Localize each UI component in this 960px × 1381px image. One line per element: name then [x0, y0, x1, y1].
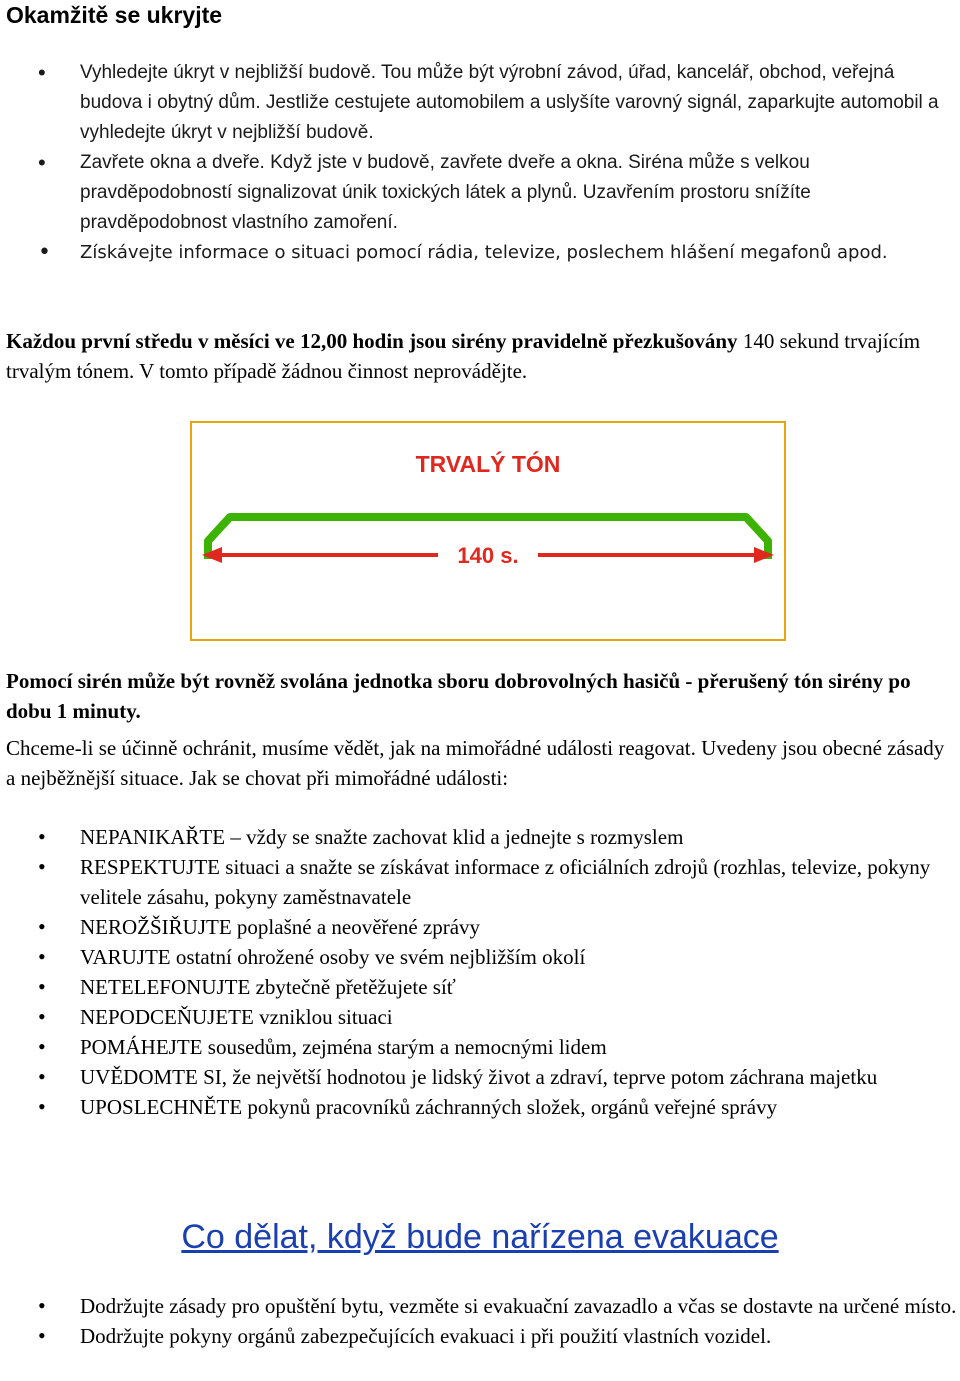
general-principles-paragraph: Chceme-li se účinně ochránit, musíme vědět, jak na mimořádné události reagovat. Uvedeny jsou obecné zásady a nejběžnější situace. Jak se chovat při mimořádné události:: [6, 736, 945, 790]
rule-keyword: RESPEKTUJTE: [80, 855, 221, 879]
list-item: • Získávejte informace o situaci pomocí rádia, televize, poslechem hlášení megafonů apod.: [0, 238, 960, 268]
list-item: [0, 1032, 960, 1062]
rule-keyword: NEROŽŠIŘUJTE: [80, 915, 232, 939]
siren-test-rest: 140 sekund trvajícím trvalým tónem. V tomto případě žádnou činnost neprovádějte.: [6, 329, 921, 383]
rule-text: zbytečně přetěžujete síť: [250, 975, 456, 999]
rule-text: pokynů pracovníků záchranných složek, orgánů veřejné správy: [242, 1095, 778, 1119]
rule-keyword: UVĚDOMTE SI,: [80, 1065, 227, 1089]
rule-text: situaci a snažte se získávat informace z oficiálních zdrojů (rozhlas, televize, pokyny velitele zásahu, pokyny zaměstnavatele: [80, 855, 931, 909]
list-item: [0, 822, 960, 852]
list-item: • Vyhledejte úkryt v nejbližší budově. Tou může být výrobní závod, úřad, kancelář, obchod, veřejná budova i obytný dům. Jestliže cestujete automobilem a uslyšíte varovný signál, zaparkujte automobil a vyhledejte úkryt v nejbližší budově.: [0, 58, 960, 148]
heading-take-shelter: Okamžitě se ukryjte: [6, 2, 223, 28]
list-item: • Dodržujte pokyny orgánů zabezpečujících evakuaci i při použití vlastních vozidel.: [0, 1321, 960, 1351]
rule-keyword: NEPANIKAŘTE: [80, 825, 226, 849]
rule-keyword: NEPODCEŇUJETE: [80, 1005, 254, 1029]
rule-text: ostatní ohrožené osoby ve svém nejbližším okolí: [170, 945, 586, 969]
rule-text: že největší hodnotou je lidský život a zdraví, teprve potom záchrana majetku: [227, 1065, 878, 1089]
emergency-behavior-list: [0, 822, 960, 1122]
list-item: [0, 972, 960, 1002]
rule-keyword: VARUJTE: [80, 945, 171, 969]
rule-text: poplašné a neověřené zprávy: [231, 915, 481, 939]
list-item: • Zavřete okna a dveře. Když jste v budově, zavřete dveře a okna. Siréna může s velkou pravděpodobností signalizovat únik toxických látek a plynů. Uzavřením prostoru snížíte pravděpodobnost vlastního zamoření.: [0, 148, 960, 238]
list-item: [0, 852, 960, 912]
shelter-instructions-list: [0, 58, 960, 268]
tone-diagram-svg: [190, 421, 786, 641]
duration-label: 140 s.: [457, 543, 519, 568]
rule-text: sousedům, zejména starým a nemocnými lidem: [202, 1035, 607, 1059]
rule-keyword: UPOSLECHNĚTE: [80, 1095, 243, 1119]
siren-test-paragraph: [6, 326, 946, 386]
list-item: [0, 912, 960, 942]
list-item: [0, 1002, 960, 1032]
list-item: [0, 1062, 960, 1092]
heading-evacuation: Co dělat, když bude nařízena evakuace: [181, 1218, 779, 1256]
volunteer-firefighters-paragraph: Pomocí sirén může být rovněž svolána jednotka sboru dobrovolných hasičů - přerušený tón sirény po dobu 1 minuty.: [6, 669, 911, 723]
rule-keyword: NETELEFONUJTE: [80, 975, 251, 999]
rule-text: vzniklou situaci: [253, 1005, 393, 1029]
siren-test-bold: Každou první středu v měsíci ve 12,00 hodin jsou sirény pravidelně přezkušovány: [6, 329, 738, 353]
rule-text: – vždy se snažte zachovat klid a jednejte s rozmyslem: [225, 825, 684, 849]
tone-title: TRVALÝ TÓN: [415, 451, 561, 477]
list-item: [0, 1092, 960, 1122]
continuous-tone-diagram: [190, 421, 786, 641]
rule-keyword: POMÁHEJTE: [80, 1035, 203, 1059]
list-item: [0, 942, 960, 972]
evacuation-list: [0, 1291, 960, 1351]
list-item: • Dodržujte zásady pro opuštění bytu, vezměte si evakuační zavazadlo a včas se dostavte na určené místo.: [0, 1291, 960, 1321]
